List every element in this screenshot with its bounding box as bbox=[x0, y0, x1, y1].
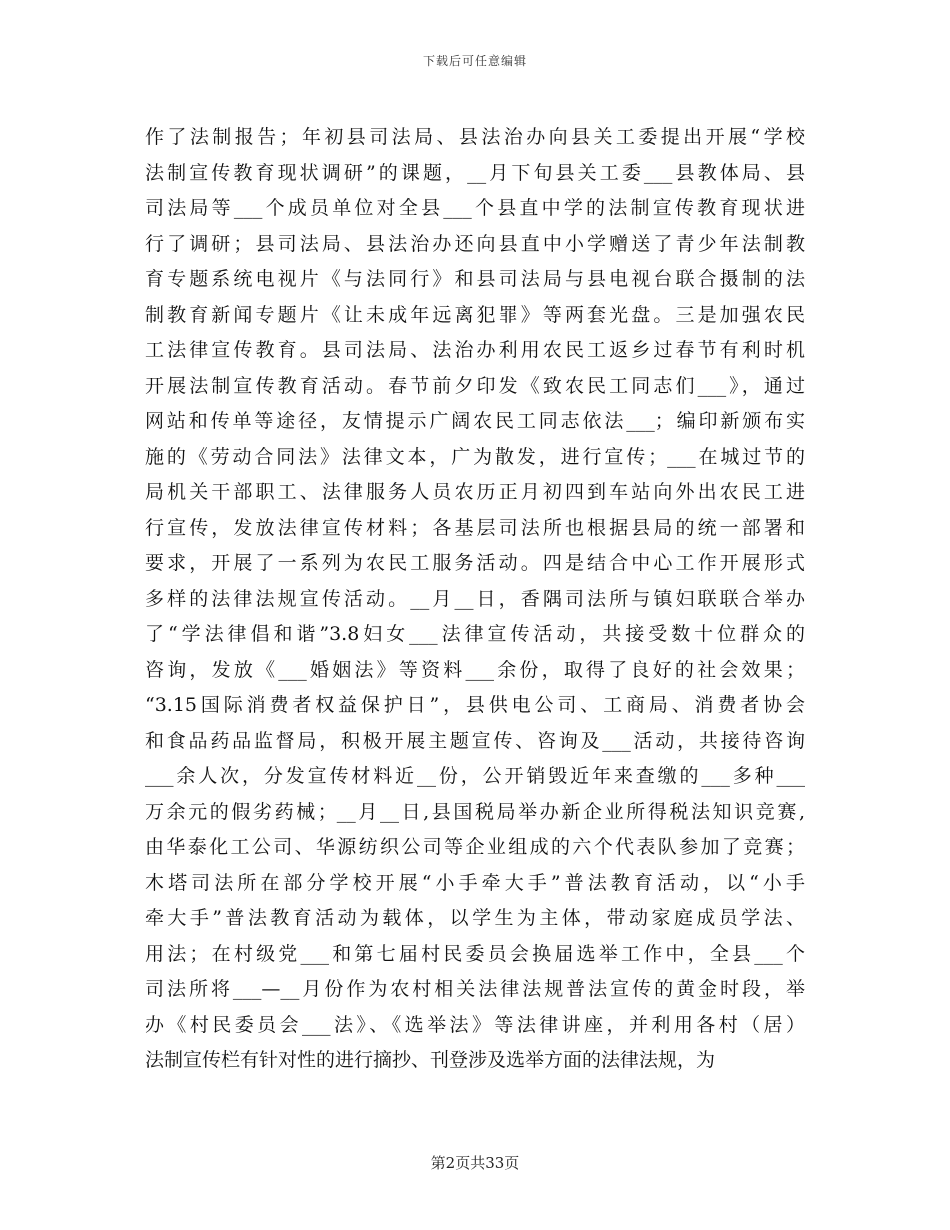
text-line: 牵大手”普法教育活动为载体，以学生为主体，带动家庭成员学法、 bbox=[145, 907, 805, 929]
text-line: 法制宣传栏有针对性的进行摘抄、刊登涉及选举方面的法律法规，为 bbox=[145, 1049, 716, 1071]
text-line: 由华泰化工公司、华源纺织公司等企业组成的六个代表队参加了竞赛； bbox=[145, 836, 805, 858]
text-line: 育专题系统电视片《与法同行》和县司法局与县电视台联合摄制的法 bbox=[145, 268, 805, 290]
text-line: 用法；在村级党___和第七届村民委员会换届选举工作中，全县___个 bbox=[145, 942, 805, 965]
text-line: 要求，开展了一系列为农民工服务活动。四是结合中心工作开展形式 bbox=[145, 552, 805, 574]
text-line: 制教育新闻专题片《让未成年远离犯罪》等两套光盘。三是加强农民 bbox=[145, 303, 805, 326]
text-line: 开展法制宣传教育活动。春节前夕印发《致农民工同志们___》，通过 bbox=[145, 374, 805, 397]
text-line: 局机关干部职工、法律服务人员农历正月初四到车站向外出农民工进 bbox=[145, 481, 805, 503]
text-line: 行宣传，发放法律宣传材料；各基层司法所也根据县局的统一部署和 bbox=[145, 516, 805, 539]
text-line: 多样的法律法规宣传活动。__月__日，香隅司法所与镇妇联联合举办 bbox=[145, 587, 805, 610]
text-line: 咨询，发放《___婚姻法》等资料___余份，取得了良好的社会效果； bbox=[145, 658, 805, 681]
text-line: “3.15国际消费者权益保护日”，县供电公司、工商局、消费者协会 bbox=[145, 694, 805, 716]
text-line: 了“学法律倡和谐”3.8妇女___法律宣传活动，共接受数十位群众的 bbox=[145, 623, 805, 645]
text-line: 行了调研；县司法局、县法治办还向县直中小学赠送了青少年法制教 bbox=[145, 232, 805, 255]
text-line: ___余人次，分发宣传材料近__份，公开销毁近年来查缴的___多种___ bbox=[145, 765, 805, 787]
text-line: 木塔司法所在部分学校开展“小手牵大手”普法教育活动，以“小手 bbox=[145, 871, 805, 894]
text-line: 和食品药品监督局，积极开展主题宣传、咨询及___活动，共接待咨询 bbox=[145, 729, 805, 752]
page-number: 第2页共33页 bbox=[430, 1154, 520, 1172]
text-line: 施的《劳动合同法》法律文本，广为散发，进行宣传；___在城过节的 bbox=[145, 445, 805, 468]
body-text bbox=[145, 120, 805, 1079]
text-line: 作了法制报告；年初县司法局、县法治办向县关工委提出开展“学校 bbox=[145, 126, 805, 148]
text-line: 办《村民委员会___法》、《选举法》等法律讲座，并利用各村（居） bbox=[145, 1013, 805, 1036]
text-line: 万余元的假劣药械；__月__日,县国税局举办新企业所得税法知识竞赛, bbox=[145, 800, 805, 823]
text-line: 司法局等___个成员单位对全县___个县直中学的法制宣传教育现状进 bbox=[145, 197, 805, 219]
text-line: 网站和传单等途径，友情提示广阔农民工同志依法___；编印新颁布实 bbox=[145, 410, 805, 432]
text-line: 法制宣传教育现状调研”的课题，__月下旬县关工委___县教体局、县 bbox=[145, 161, 805, 184]
page-header-note: 下载后可任意编辑 bbox=[422, 54, 527, 68]
text-line: 工法律宣传教育。县司法局、法治办利用农民工返乡过春节有利时机 bbox=[145, 339, 805, 361]
text-line: 司法所将___—__月份作为农村相关法律法规普法宣传的黄金时段，举 bbox=[145, 978, 805, 1000]
